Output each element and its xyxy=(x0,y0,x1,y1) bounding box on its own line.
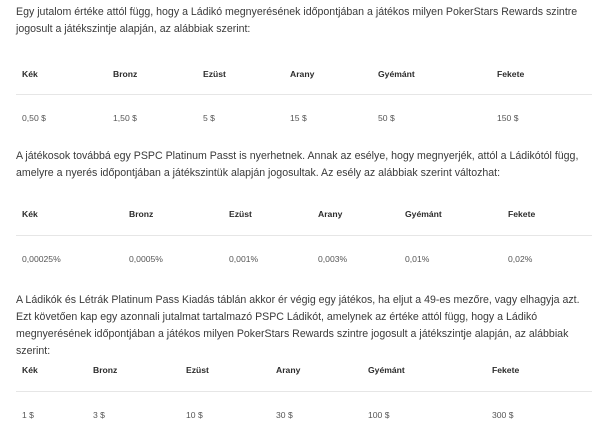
section3-header-cell: Gyémánt xyxy=(368,365,405,375)
section2-value-cell: 0,001% xyxy=(229,254,259,264)
section3-header-cell: Arany xyxy=(276,365,301,375)
section3-divider xyxy=(16,391,592,392)
section1-header-row xyxy=(0,54,600,94)
section2-intro: A játékosok továbbá egy PSPC Platinum Passt is nyerhetnek. Annak az esélye, hogy megnyerjék, attól a Ládikótól függ, amelyre a nyerés időpontjában a játékszintük alapján jogosultak. Az esély az alábbiak szerint változhat: xyxy=(16,150,579,179)
section3-value-cell: 10 $ xyxy=(186,410,203,420)
section1-value-cell: 50 $ xyxy=(378,113,395,123)
section1-value-cell: 1,50 $ xyxy=(113,113,137,123)
section1-value-row xyxy=(0,98,600,138)
section2-header-cell: Kék xyxy=(22,209,38,219)
section2-value-cell: 0,003% xyxy=(318,254,348,264)
section2-header-cell: Bronz xyxy=(129,209,154,219)
section1-header-cell: Gyémánt xyxy=(378,69,415,79)
section1-header-cell: Arany xyxy=(290,69,315,79)
section3-intro: A Ládikók és Létrák Platinum Pass Kiadás táblán akkor ér végig egy játékos, ha eljut a 49-es mezőre, vagy elhagyja azt. Ezt követően kap egy azonnali jutalmat tartalmazó PSPC Ládikót, amelynek az értéke attól függ, hogy a Ládikó megnyerésének időpontjában a játékos milyen PokerStars Rewards szintre jogosult a játékszintje alapján, az alábbiak szerint: xyxy=(16,294,580,357)
section3-header-cell: Kék xyxy=(22,365,38,375)
section3-value-cell: 30 $ xyxy=(276,410,293,420)
section1-value-cell: 15 $ xyxy=(290,113,307,123)
section1-header-cell: Fekete xyxy=(497,69,525,79)
section2-value-cell: 0,0005% xyxy=(129,254,163,264)
section3-header-cell: Fekete xyxy=(492,365,520,375)
section3-value-cell: 3 $ xyxy=(93,410,105,420)
section1-value-cell: 0,50 $ xyxy=(22,113,46,123)
section3-header-cell: Bronz xyxy=(93,365,118,375)
section3-header-row xyxy=(0,350,600,390)
section1-header-cell: Kék xyxy=(22,69,38,79)
section3-value-cell: 1 $ xyxy=(22,410,34,420)
section3-value-cell: 300 $ xyxy=(492,410,514,420)
section3-header-cell: Ezüst xyxy=(186,365,209,375)
section2-header-cell: Gyémánt xyxy=(405,209,442,219)
section2-header-row xyxy=(0,194,600,234)
section2-value-cell: 0,00025% xyxy=(22,254,61,264)
section2-value-cell: 0,01% xyxy=(405,254,430,264)
section3-value-cell: 100 $ xyxy=(368,410,390,420)
section1-intro: Egy jutalom értéke attól függ, hogy a Ládikó megnyerésének időpontjában a játékos milyen PokerStars Rewards szintre jogosult a játékszintje alapján, az alábbiak szerint: xyxy=(16,6,578,35)
section2-header-cell: Fekete xyxy=(508,209,536,219)
section2-divider xyxy=(16,235,592,236)
section1-value-cell: 150 $ xyxy=(497,113,519,123)
section2-value-row xyxy=(0,239,600,279)
section1-value-cell: 5 $ xyxy=(203,113,215,123)
section2-header-cell: Ezüst xyxy=(229,209,252,219)
section1-header-cell: Bronz xyxy=(113,69,138,79)
section1-divider xyxy=(16,94,592,95)
section2-header-cell: Arany xyxy=(318,209,343,219)
section1-header-cell: Ezüst xyxy=(203,69,226,79)
section2-value-cell: 0,02% xyxy=(508,254,533,264)
section3-value-row xyxy=(0,395,600,435)
